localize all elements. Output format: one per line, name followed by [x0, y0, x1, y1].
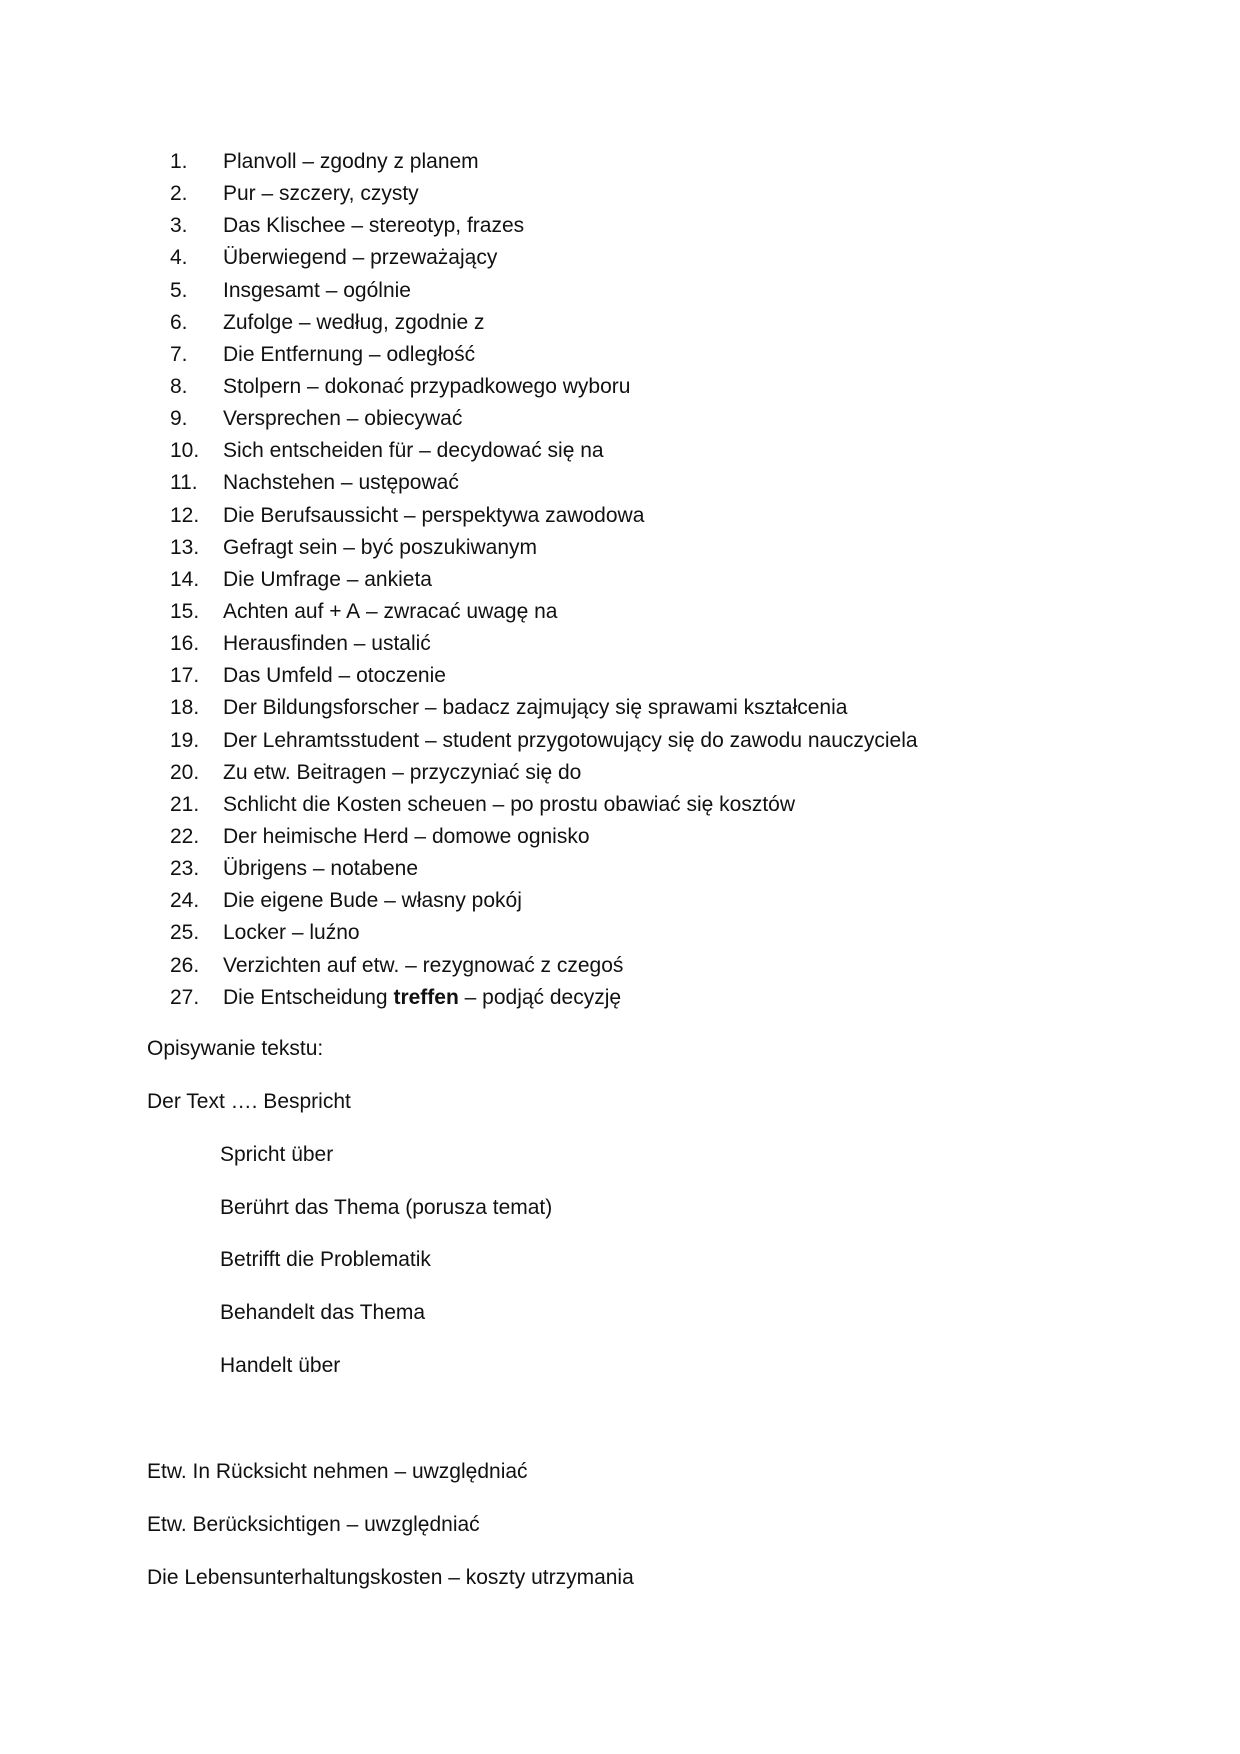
vocab-number: 12. [170, 503, 200, 527]
vocab-dash: – [337, 535, 361, 559]
vocab-dash: – [413, 439, 437, 463]
vocab-item [170, 242, 918, 274]
vocab-item [170, 532, 918, 564]
extra-vocab-line: Etw. In Rücksicht nehmen – uwzględniać [147, 1460, 528, 1483]
vocab-dash: – [398, 503, 422, 527]
vocab-number: 23. [170, 857, 200, 881]
vocab-polish-translation: według, zgodnie z [316, 310, 485, 334]
vocab-polish-translation: rezygnować z czegoś [422, 953, 624, 977]
vocab-german-term: Die Entfernung [223, 342, 364, 366]
vocab-german-term: Achten auf + A [223, 599, 361, 623]
vocab-number: 27. [170, 985, 200, 1009]
vocab-polish-translation: notabene [330, 857, 418, 881]
vocab-item [170, 885, 918, 917]
vocab-german-term: Überwiegend [223, 246, 347, 270]
vocab-german-term: Der Lehramtsstudent [223, 728, 420, 752]
vocab-number: 11. [170, 471, 198, 495]
vocab-item [170, 467, 918, 499]
vocab-item [170, 628, 918, 660]
vocab-dash: – [286, 921, 310, 945]
vocab-polish-translation: po prostu obawiać się kosztów [510, 792, 796, 816]
vocab-polish-translation: dokonać przypadkowego wyboru [324, 374, 631, 398]
vocab-dash: – [335, 471, 359, 495]
vocab-polish-translation: odległość [386, 342, 476, 366]
description-verb: Berührt das Thema (porusza temat) [220, 1196, 553, 1219]
vocab-polish-translation: obiecywać [364, 407, 463, 431]
vocab-dash: – [307, 857, 331, 881]
vocab-polish-translation: przyczyniać się do [409, 760, 582, 784]
vocab-german-bold: treffen [393, 985, 459, 1009]
vocab-dash: – [378, 889, 402, 913]
vocabulary-list [170, 146, 918, 1014]
vocab-dash: – [332, 664, 357, 688]
vocab-german-term: Zufolge [223, 310, 294, 334]
vocab-dash: – [458, 985, 483, 1009]
vocab-german-term: Locker [223, 921, 287, 945]
vocab-dash: – [319, 278, 344, 302]
vocab-number: 7. [170, 342, 188, 366]
vocab-item [170, 725, 918, 757]
vocab-dash: – [419, 728, 443, 752]
vocab-german-term: Der heimische Herd [223, 824, 409, 848]
vocab-number: 21. [170, 792, 200, 816]
vocab-number: 24. [170, 889, 200, 913]
vocab-polish-translation: otoczenie [356, 664, 446, 688]
vocab-german-term: Das Umfeld [223, 664, 333, 688]
vocab-number: 8. [170, 374, 188, 398]
extra-vocab-line: Die Lebensunterhaltungskosten – koszty utrzymania [147, 1566, 634, 1589]
vocab-dash: – [346, 246, 371, 270]
vocab-item [170, 210, 918, 242]
vocab-german-term: Sich entscheiden für [223, 439, 414, 463]
vocab-german-term: Die Entscheidung [223, 985, 394, 1009]
vocab-german-term: Nachstehen [223, 471, 336, 495]
vocab-german-term: Der Bildungsforscher [223, 696, 420, 720]
vocab-number: 4. [170, 246, 188, 270]
vocab-dash: – [386, 760, 410, 784]
vocab-polish-translation: podjąć decyzję [482, 985, 622, 1009]
vocab-number: 17. [170, 664, 200, 688]
vocab-polish-translation: ogólnie [343, 278, 411, 302]
vocab-dash: – [347, 632, 372, 656]
vocab-german-term: Stolpern [223, 374, 302, 398]
vocab-german-term: Die eigene Bude [223, 889, 379, 913]
vocab-german-term: Schlicht die Kosten scheuen [223, 792, 487, 816]
vocab-number: 2. [170, 182, 188, 206]
vocab-german-term: Versprechen [223, 407, 341, 431]
description-verb: Behandelt das Thema [220, 1301, 426, 1324]
vocab-german-term: Planvoll [223, 150, 297, 173]
vocab-number: 19. [170, 728, 200, 752]
vocab-dash: – [255, 182, 280, 206]
vocab-dash: – [293, 310, 317, 334]
vocab-polish-translation: być poszukiwanym [360, 535, 537, 559]
vocab-dash: – [399, 953, 423, 977]
vocab-german-term: Die Umfrage [223, 567, 341, 591]
vocab-german-term: Übrigens [223, 857, 308, 881]
vocab-number: 20. [170, 760, 200, 784]
vocab-item [170, 660, 918, 692]
vocab-dash: – [301, 374, 325, 398]
vocab-item [170, 307, 918, 339]
vocab-polish-translation: własny pokój [401, 889, 522, 913]
vocab-item [170, 692, 918, 724]
vocab-item [170, 146, 918, 178]
vocab-item [170, 917, 918, 949]
vocab-number: 6. [170, 310, 188, 334]
vocab-number: 25. [170, 921, 200, 945]
vocab-polish-translation: ustępować [358, 471, 459, 495]
vocab-polish-translation: domowe ognisko [431, 824, 590, 848]
vocab-polish-translation: przeważający [370, 246, 498, 270]
vocab-item [170, 596, 918, 628]
vocab-item [170, 982, 918, 1014]
vocab-number: 16. [170, 632, 200, 656]
vocab-dash: – [340, 407, 365, 431]
vocab-number: 1. [170, 150, 188, 173]
vocab-dash: – [296, 150, 320, 173]
vocab-item [170, 275, 918, 307]
description-intro: Der Text …. Bespricht [147, 1090, 351, 1113]
vocab-item [170, 435, 918, 467]
vocab-item [170, 178, 918, 210]
vocab-dash: – [486, 792, 511, 816]
vocab-german-term: Insgesamt [223, 278, 320, 302]
vocab-item [170, 500, 918, 532]
vocab-polish-translation: zwracać uwagę na [383, 599, 558, 623]
vocab-german-term: Gefragt sein [223, 535, 338, 559]
vocab-item [170, 371, 918, 403]
vocab-german-term: Das Klischee [223, 214, 346, 238]
vocab-item [170, 950, 918, 982]
vocab-number: 26. [170, 953, 200, 977]
vocab-item [170, 789, 918, 821]
vocab-dash: – [345, 214, 369, 238]
vocab-polish-translation: ankieta [364, 567, 432, 591]
vocab-polish-translation: student przygotowujący się do zawodu nauczyciela [442, 728, 918, 752]
description-verb: Handelt über [220, 1354, 341, 1377]
vocab-number: 22. [170, 824, 200, 848]
vocab-polish-translation: stereotyp, frazes [368, 214, 525, 238]
vocab-polish-translation: ustalić [371, 632, 431, 656]
vocab-german-term: Verzichten auf etw. [223, 953, 400, 977]
description-verb: Spricht über [220, 1143, 334, 1166]
extra-vocab-line: Etw. Berücksichtigen – uwzględniać [147, 1513, 480, 1536]
vocab-polish-translation: luźno [309, 921, 360, 945]
vocab-dash: – [340, 567, 365, 591]
vocab-item [170, 757, 918, 789]
vocab-dash: – [408, 824, 432, 848]
vocab-german-term: Zu etw. Beitragen [223, 760, 387, 784]
vocab-polish-translation: badacz zajmujący się sprawami kształcenia [442, 696, 848, 720]
vocab-number: 14. [170, 567, 200, 591]
vocab-number: 18. [170, 696, 200, 720]
vocab-polish-translation: szczery, czysty [279, 182, 419, 206]
vocab-item [170, 403, 918, 435]
vocab-german-term: Herausfinden [223, 632, 348, 656]
vocab-item [170, 564, 918, 596]
vocab-polish-translation: zgodny z planem [319, 150, 479, 173]
vocab-number: 9. [170, 407, 188, 431]
vocab-number: 15. [170, 599, 200, 623]
vocab-item [170, 853, 918, 885]
vocab-number: 3. [170, 214, 188, 238]
vocab-dash: – [360, 599, 384, 623]
section-heading: Opisywanie tekstu: [147, 1037, 324, 1060]
vocab-german-term: Pur [223, 182, 256, 206]
vocab-item [170, 339, 918, 371]
vocab-polish-translation: perspektywa zawodowa [421, 503, 645, 527]
vocab-item [170, 821, 918, 853]
vocab-number: 5. [170, 278, 188, 302]
vocab-number: 10. [170, 439, 200, 463]
vocab-dash: – [363, 342, 387, 366]
description-verb: Betrifft die Problematik [220, 1248, 431, 1271]
vocab-german-term: Die Berufsaussicht [223, 503, 399, 527]
vocab-number: 13. [170, 535, 200, 559]
vocab-polish-translation: decydować się na [436, 439, 604, 463]
vocab-dash: – [419, 696, 443, 720]
